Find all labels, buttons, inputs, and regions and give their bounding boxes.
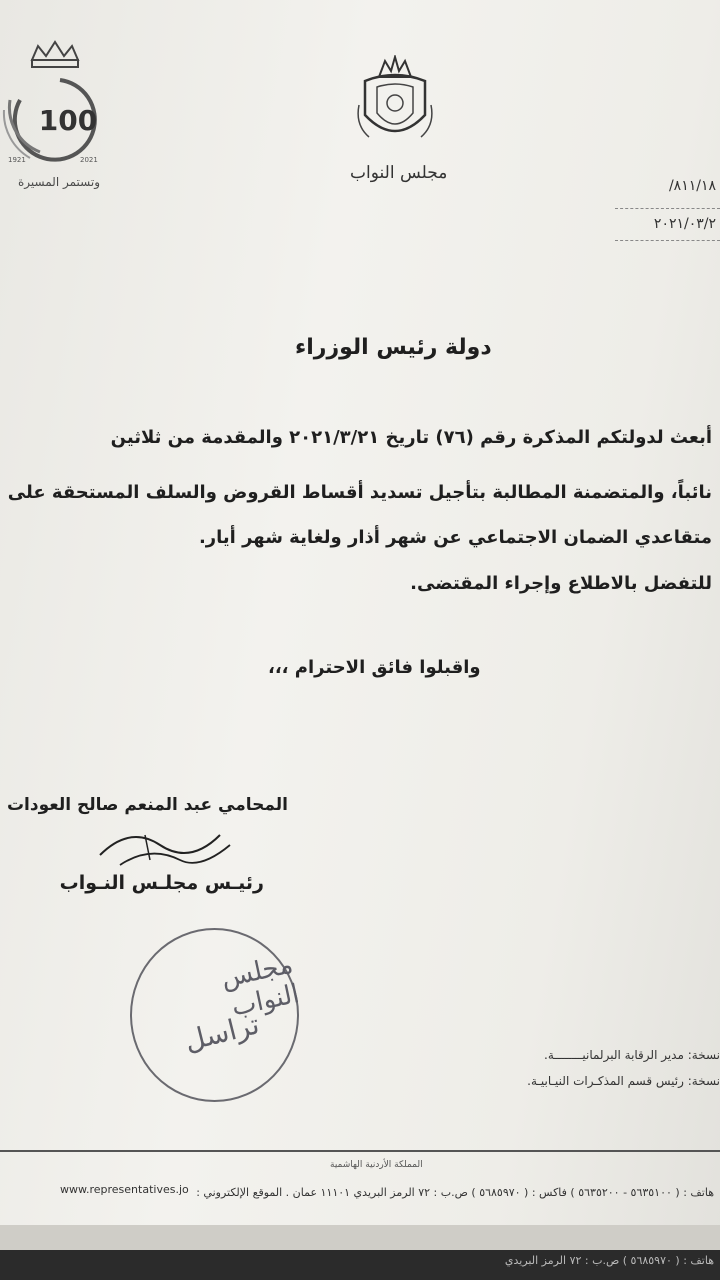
royal-crest-icon (355, 55, 435, 150)
signer-title: رئيـس مجلـس النـواب (59, 872, 264, 894)
signer-name: المحامي عبد المنعم صالح العودات (6, 795, 288, 815)
centennial-crown-icon (0, 40, 110, 175)
footer-contact: هاتف : ( ٥٦٣٥١٠٠ - ٥٦٣٥٢٠٠ ) فاكس : ( ٥٦٨٥٩٧٠ ) ص.ب : ٧٢ الرمز البريدي ١١١٠١ عمان . الموقع الإلكتروني : (196, 1186, 714, 1199)
body-line-2: نائباً، والمتضمنة المطالبة بتأجيل تسديد أقساط القروض والسلف المستحقة على (7, 482, 712, 503)
council-name: مجلس النواب (350, 163, 448, 183)
footer-website: www.representatives.jo (60, 1183, 189, 1196)
underlying-page-text: هاتف : ( ٥٦٨٥٩٧٠ ) ص.ب : ٧٢ الرمز البريدي (504, 1254, 714, 1267)
body-line-4: للتفضل بالاطلاع وإجراء المقتضى. (410, 573, 712, 594)
date-divider (615, 240, 720, 241)
stamp-line-1: مجلس النواب (218, 949, 302, 1023)
council-stamp (130, 928, 302, 1102)
handwritten-signature (90, 815, 240, 875)
centennial-number: 100 (38, 104, 98, 137)
footer-emblem-text: المملكة الأردنية الهاشمية (330, 1160, 423, 1170)
addressee-heading: دولة رئيس الوزراء (295, 335, 492, 360)
reference-date: ٢٠٢١/٠٣/٢ (653, 216, 716, 232)
reference-divider (615, 208, 720, 209)
copy-recipient-1: نسخة: مدير الرقابة البرلمانيــــــــة. (544, 1048, 720, 1062)
reference-number: ٨١١/١٨/ (668, 178, 716, 194)
footer-divider (0, 1150, 720, 1152)
svg-text:2021: 2021 (80, 156, 98, 164)
stamp-line-2: تراسل (181, 1007, 263, 1058)
copy-recipient-2: نسخة: رئيس قسم المذكـرات النيـابيـة. (527, 1074, 720, 1088)
svg-text:1921: 1921 (8, 156, 26, 164)
body-line-1: أبعث لدولتكم المذكرة رقم (٧٦) تاريخ ٢٠٢١/٣/٢١ والمقدمة من ثلاثين (110, 427, 712, 448)
closing-line: واقبلوا فائق الاحترام ،،، (268, 657, 481, 678)
centennial-motto: وتستمر المسيرة (18, 175, 100, 189)
centennial-logo (0, 40, 110, 200)
body-line-3: متقاعدي الضمان الاجتماعي عن شهر أذار ولغاية شهر أيار. (198, 527, 712, 548)
